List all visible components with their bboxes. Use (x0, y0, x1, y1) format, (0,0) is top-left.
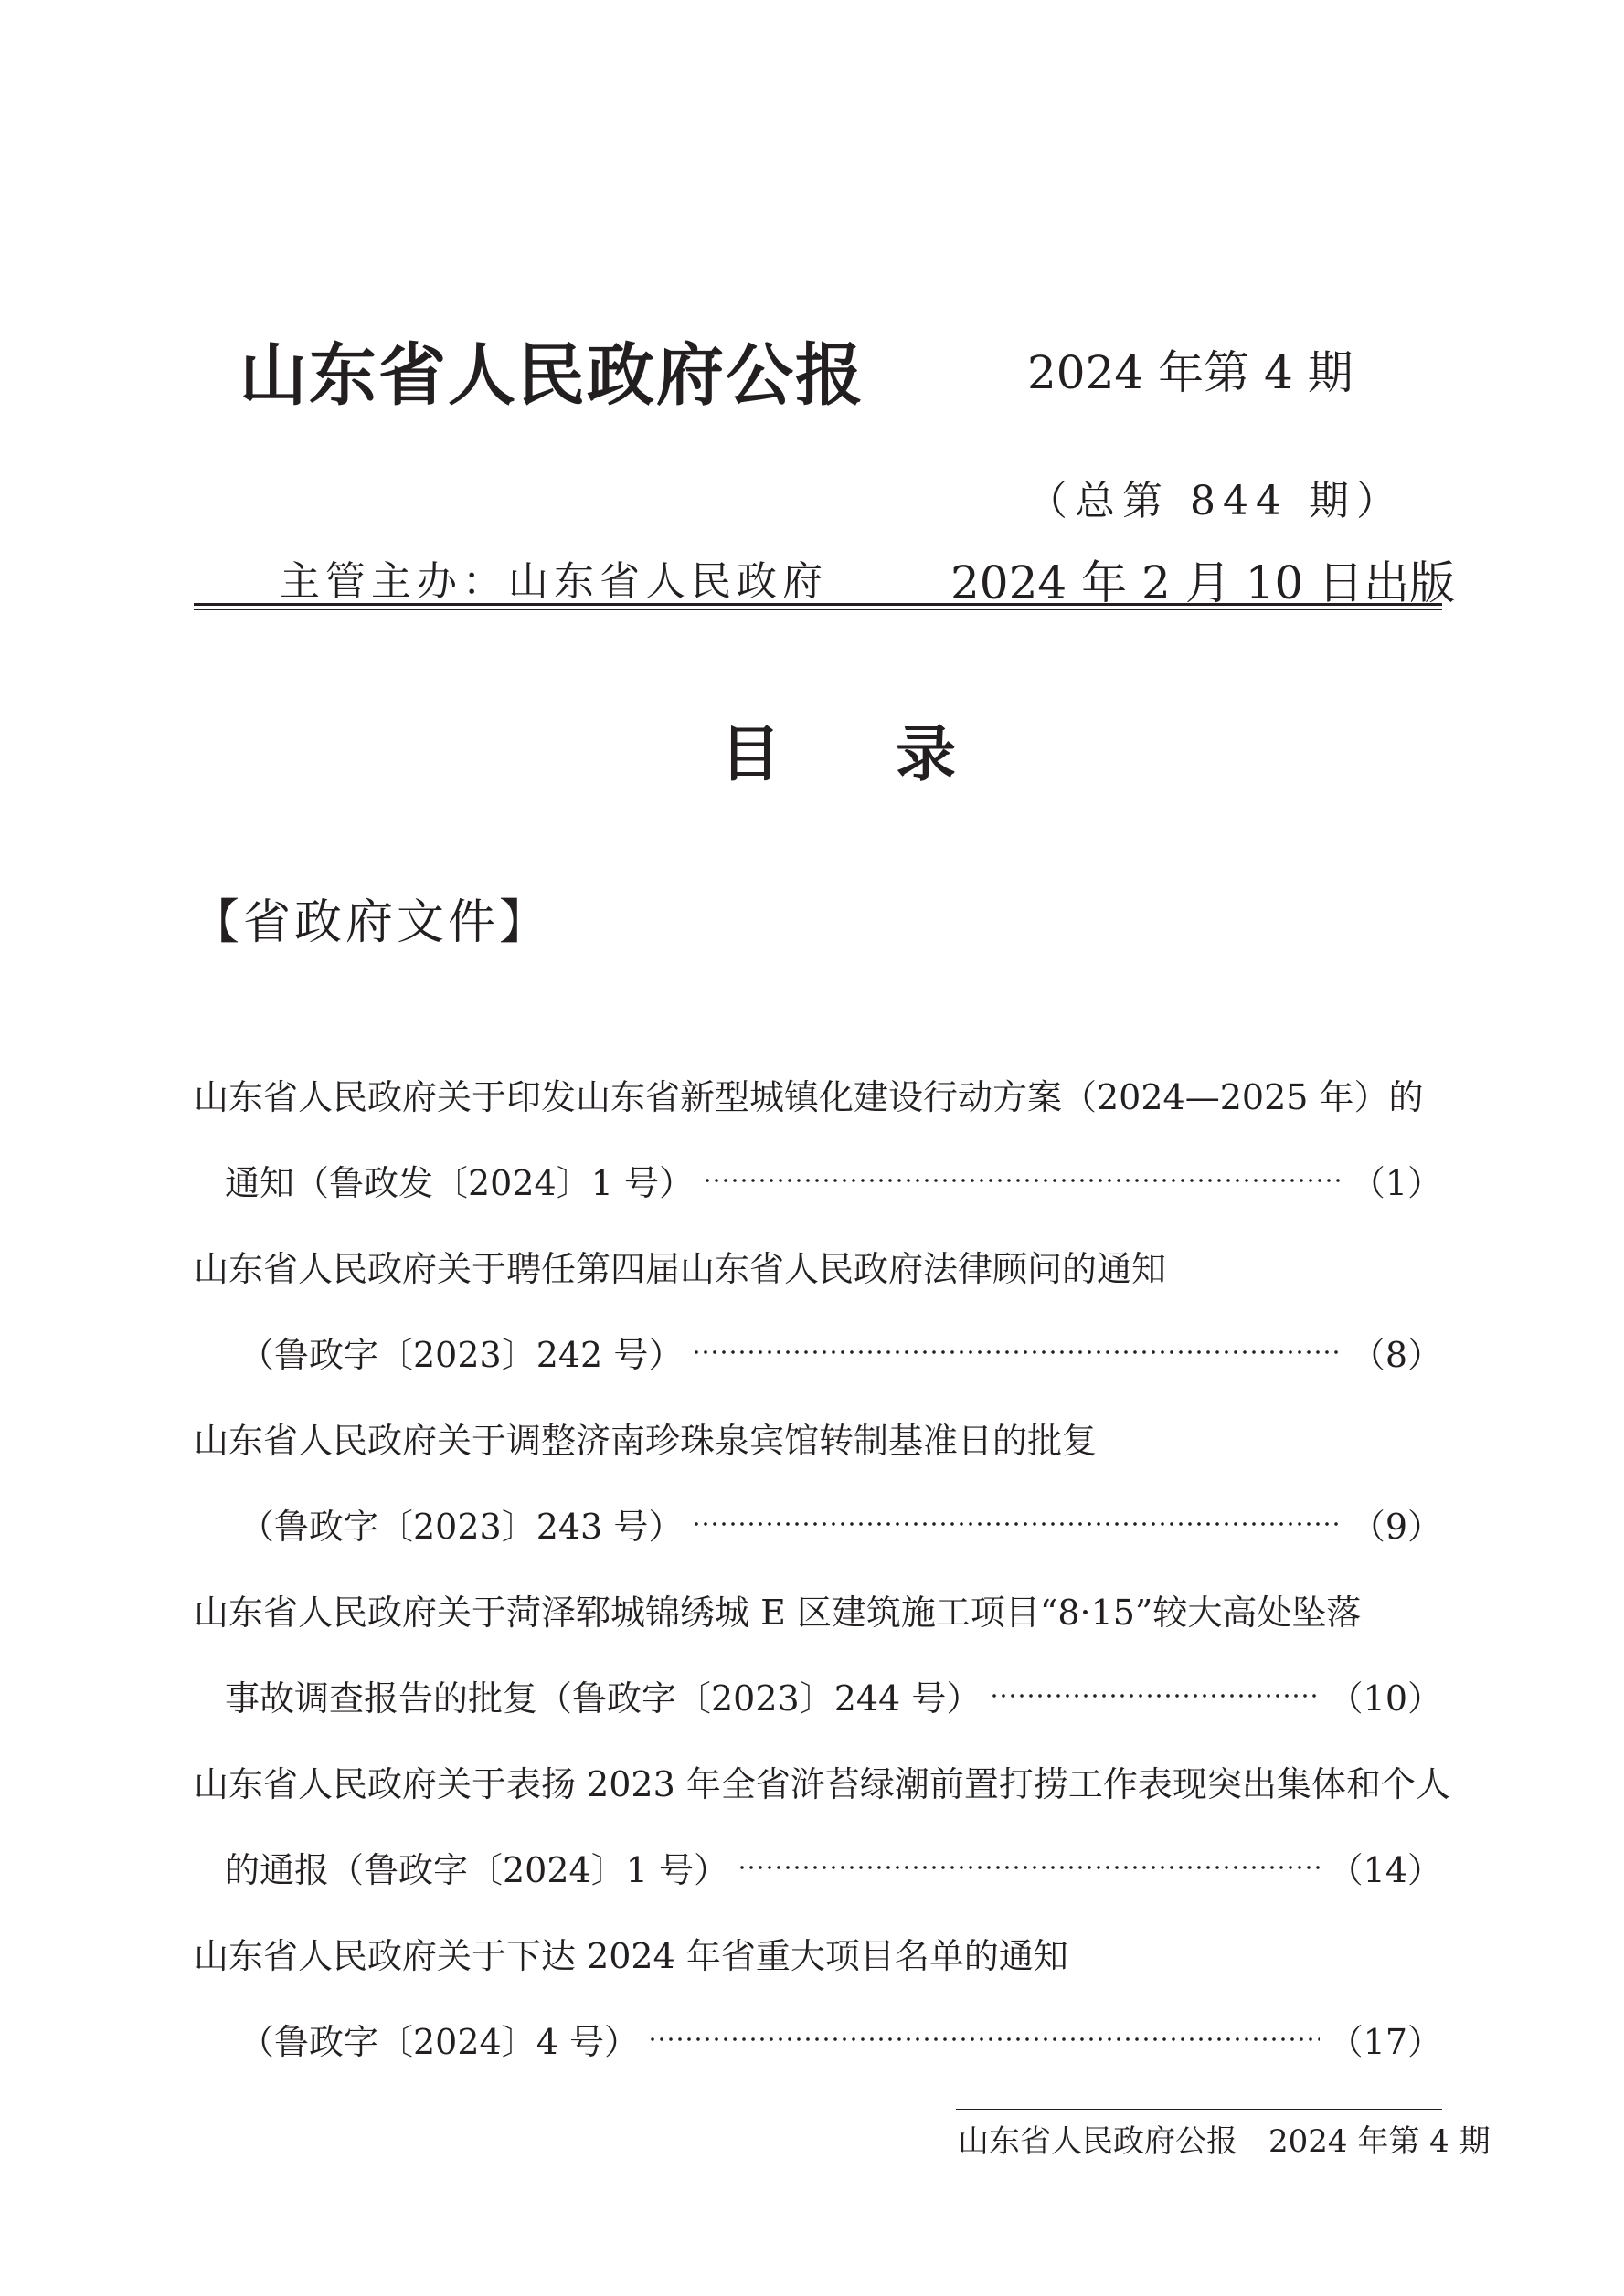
dot-leader (990, 1692, 1319, 1699)
toc-entry-title-line1[interactable]: 山东省人民政府关于菏泽郓城锦绣城 E 区建筑施工项目“8·15”较大高处坠落 (194, 1592, 1362, 1633)
toc-entry-title-line1[interactable]: 山东省人民政府关于下达 2024 年省重大项目名单的通知 (194, 1936, 1068, 1976)
sponsor-label: 主管主办：山东省人民政府 (280, 558, 828, 605)
toc-page-number: （9） (1350, 1507, 1442, 1547)
toc-entry-title-line1[interactable]: 山东省人民政府关于表扬 2023 年全省浒苔绿潮前置打捞工作表现突出集体和个人 (194, 1764, 1450, 1804)
toc-entry-ref-line[interactable] (225, 1155, 1442, 1205)
toc-entry-ref: 通知（鲁政发〔2024〕1 号） (225, 1163, 694, 1203)
running-footer: 山东省人民政府公报 2024 年第 4 期 (958, 2123, 1491, 2160)
issue-label: 2024 年第 4 期 (1027, 346, 1353, 399)
toc-entry-ref: 的通报（鲁政字〔2024〕1 号） (225, 1850, 728, 1890)
toc-title: 目录 (720, 718, 1071, 789)
footer-rule (956, 2109, 1442, 2110)
toc-entry-ref-line[interactable] (239, 1498, 1442, 1549)
toc-page-number: （10） (1328, 1678, 1442, 1719)
toc-page-number: （8） (1350, 1335, 1442, 1375)
dot-leader (648, 2036, 1320, 2043)
toc-page-number: （1） (1350, 1163, 1442, 1203)
section-heading: 【省政府文件】 (192, 895, 551, 950)
total-issue-label: （总第 844 期） (1027, 478, 1404, 524)
toc-entry-ref: （鲁政字〔2023〕242 号） (239, 1335, 684, 1375)
toc-entry-ref: 事故调查报告的批复（鲁政字〔2023〕244 号） (225, 1678, 982, 1719)
toc-entry-ref-line[interactable] (225, 1670, 1442, 1720)
journal-title: 山东省人民政府公报 (239, 336, 865, 415)
dot-leader (703, 1177, 1342, 1184)
toc-entry-ref: （鲁政字〔2023〕243 号） (239, 1507, 684, 1547)
toc-entry-ref-line[interactable] (225, 1842, 1442, 1892)
toc-entry-ref-line[interactable] (239, 1327, 1442, 1377)
toc-entry-title-line1[interactable]: 山东省人民政府关于聘任第四届山东省人民政府法律顾问的通知 (194, 1249, 1167, 1289)
header-rule-thick (194, 603, 1442, 606)
toc-entry-title-line1[interactable]: 山东省人民政府关于印发山东省新型城镇化建设行动方案（2024—2025 年）的 (194, 1077, 1424, 1117)
dot-leader (692, 1520, 1341, 1528)
dot-leader (738, 1864, 1320, 1871)
dot-leader (692, 1349, 1341, 1356)
publication-date: 2024 年 2 月 10 日出版 (950, 556, 1456, 609)
toc-page-number: （17） (1328, 2022, 1442, 2062)
toc-page-number: （14） (1328, 1850, 1442, 1890)
toc-entry-title-line1[interactable]: 山东省人民政府关于调整济南珍珠泉宾馆转制基准日的批复 (194, 1421, 1098, 1461)
toc-entry-ref-line[interactable] (239, 2014, 1442, 2064)
toc-entry-ref: （鲁政字〔2024〕4 号） (239, 2022, 639, 2062)
header-rule-thin (194, 609, 1442, 610)
